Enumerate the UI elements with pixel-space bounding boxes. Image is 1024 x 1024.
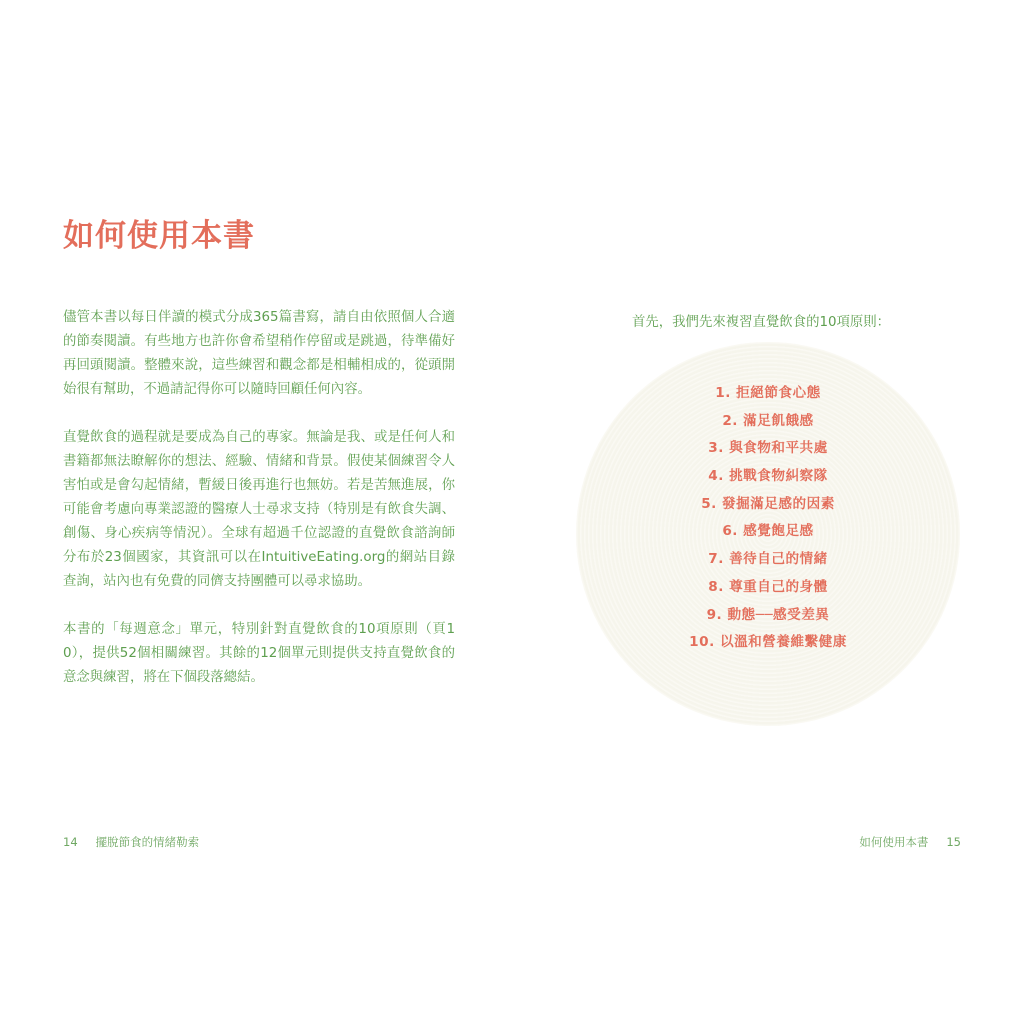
principle-item: 3. 與食物和平共處 [708,440,828,457]
principle-item: 4. 挑戰食物糾察隊 [708,468,828,485]
right-page-number: 15 [946,835,961,849]
paragraph-weekly-intentions: 本書的「每週意念」單元，特別針對直覺飲食的10項原則（頁10），提供52個相關練習。其餘的12個單元則提供支持直覺飲食的意念與練習，將在下個段落總結。 [63,622,455,685]
left-page-number: 14 [63,835,78,849]
right-folio [859,834,961,850]
left-folio [63,834,199,850]
principle-item: 1. 拒絕節食心態 [715,385,821,401]
principles-list [576,380,960,657]
principle-item: 2. 滿足飢餓感 [722,412,814,429]
principle-item: 5. 發掘滿足感的因素 [701,495,835,512]
principle-item: 9. 動態──感受差異 [706,606,830,623]
paragraph-reading-pace: 儘管本書以每日伴讀的模式分成365篇書寫，請自由依照個人合適的節奏閱讀。有些地方也許你會希望稍作停留或是跳過，待準備好再回頭閱讀。整體來說，這些練習和觀念都是相輔相成的，從頭開始很有幫助，不過請記得你可以隨時回顧任何內容。 [63,310,455,397]
principle-item: 8. 尊重自己的身體 [708,578,828,595]
principle-item: 10. 以溫和營養維繫健康 [689,634,847,651]
principle-item: 6. 感覺飽足感 [722,523,814,540]
right-page [512,0,1024,1024]
body-text [63,306,455,714]
principles-intro: 首先，我們先來複習直覺飲食的10項原則： [632,315,891,330]
left-running-head: 擺脫節食的情緒勒索 [95,835,200,849]
chapter-title: 如何使用本書 [63,218,255,254]
right-running-head: 如何使用本書 [859,835,929,849]
principle-item: 7. 善待自己的情緒 [708,551,828,568]
paragraph-be-your-own-expert: 直覺飲食的過程就是要成為自己的專家。無論是我、或是任何人和書籍都無法瞭解你的想法、經驗、情緒和背景。假使某個練習令人害怕或是會勾起情緒，暫緩日後再進行也無妨。若是苦無進展，你可能會考慮向專業認證的醫療人士尋求支持（特別是有飲食失調、創傷、身心疾病等情況）。全球有超過千位認證的直覺飲食諮詢師分布於23個國家，其資訊可以在IntuitiveEating.org的網站目錄查詢，站內也有免費的同儕支持團體可以尋求協助。 [63,430,455,589]
